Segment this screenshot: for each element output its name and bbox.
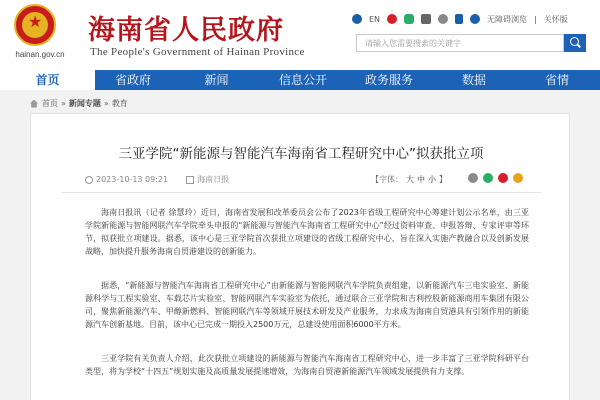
nav-news[interactable]: 新闻 [204, 73, 229, 87]
barrier-free-link[interactable]: 无障碍浏览 [487, 14, 528, 24]
nav-info-disclosure[interactable]: 信息公开 [278, 73, 327, 87]
breadcrumb-section[interactable]: 新闻专题 [68, 99, 101, 108]
breadcrumb-separator: » [103, 99, 109, 108]
share-print-icon[interactable] [468, 173, 478, 183]
font-small-button[interactable]: 小 [428, 175, 436, 184]
mobile-icon[interactable] [455, 14, 463, 24]
national-emblem-icon[interactable] [14, 4, 56, 46]
breadcrumb [30, 98, 128, 109]
source-icon [186, 176, 194, 184]
lang-en-link[interactable]: EN [369, 14, 381, 24]
breadcrumb-current[interactable]: 教育 [111, 99, 128, 108]
font-medium-button[interactable]: 中 [417, 175, 425, 184]
article-paragraph: 海南日报讯（记者 徐慧玲）近日，海南省发展和改革委员会公布了2023年省级工程研究中心筹建计划公示名单，由三亚学院新能源与智能网联汽车学院牵头申报的“新能源与智能汽车海南省工程研究中心”经过资料审查、申报答辩、专家评审等环节，拟获批立项建设。据悉，该中心是三亚学院首次获批立项建设的省级工程研究中心，旨在深入实施产教融合以及创新发展战略，加快提升服务海南自贸港建设的创新能力。 [85, 208, 529, 256]
share-wechat-icon[interactable] [483, 173, 493, 183]
care-version-link[interactable]: 关怀版 [543, 14, 568, 24]
article-title: 三亚学院“新能源与智能汽车海南省工程研究中心”拟获批立项 [118, 146, 484, 162]
main-nav [0, 70, 600, 90]
tools-separator: | [534, 14, 537, 24]
wechat-icon[interactable] [404, 14, 414, 24]
article-source: 海南日报 [197, 175, 230, 184]
service-icon[interactable] [470, 14, 480, 24]
font-size-end: 】 [439, 175, 447, 184]
breadcrumb-separator: » [61, 99, 66, 108]
breadcrumb-home[interactable]: 首页 [42, 99, 58, 108]
article-date: 2023-10-13 09:21 [96, 175, 169, 184]
nav-home[interactable]: 首页 [0, 70, 95, 90]
font-size-label: 【字体： [371, 175, 403, 184]
site-title-en: The People's Government of Hainan Province [90, 46, 305, 58]
nav-province-info[interactable]: 省情 [544, 73, 569, 87]
article-container [30, 113, 570, 400]
font-large-button[interactable]: 大 [406, 175, 414, 184]
nav-government[interactable]: 省政府 [114, 73, 151, 87]
article-paragraph: 据悉，“新能源与智能汽车海南省工程研究中心”由新能源与智能网联汽车学院负责组建，以新能源汽车三电实验室、新能源科学与工程实验室、车载芯片实验室、智能网联汽车实验室为依托，通过联合三亚学院和吉利控股新能源商用车集团有限公司，聚焦新能源汽车、甲醇新燃料、智能网联汽车等领域开展技术研发及产业服务，力求成为海南自贸港具有引领作用的新能源汽车创新基地。目前，该中心已完成一期投入2500万元，总建设使用面积6000平方米。 [85, 281, 529, 329]
nav-government-services[interactable]: 政务服务 [364, 73, 413, 87]
site-title-cn[interactable]: 海南省人民政府 [88, 15, 284, 46]
share-qzone-icon[interactable] [513, 173, 523, 183]
app-icon[interactable] [421, 14, 431, 24]
font-size-control [371, 174, 450, 185]
share-weibo-icon[interactable] [498, 173, 508, 183]
nav-data[interactable]: 数据 [461, 73, 486, 87]
weibo-icon[interactable] [387, 14, 397, 24]
user-icon[interactable] [352, 14, 362, 24]
search-input[interactable]: 请输入您需要搜索的关键字 [356, 34, 564, 52]
divider [61, 192, 541, 193]
mini-program-icon[interactable] [438, 14, 448, 24]
search-button[interactable] [564, 34, 586, 52]
clock-icon [85, 176, 93, 184]
site-domain: hainan.gov.cn [15, 50, 65, 59]
home-icon [30, 100, 38, 108]
share-bar [463, 173, 523, 183]
article-paragraph: 三亚学院有关负责人介绍，此次获批立项建设的新能源与智能汽车海南省工程研究中心，进一步丰富了三亚学院科研平台类型，将为学校“十四五”规划实施及高质量发展提速增效，为海南自贸港新能源汽车领域发展提供有力支撑。 [85, 354, 529, 376]
header-tools [352, 12, 575, 26]
site-header [0, 0, 600, 70]
article-meta [85, 174, 229, 185]
